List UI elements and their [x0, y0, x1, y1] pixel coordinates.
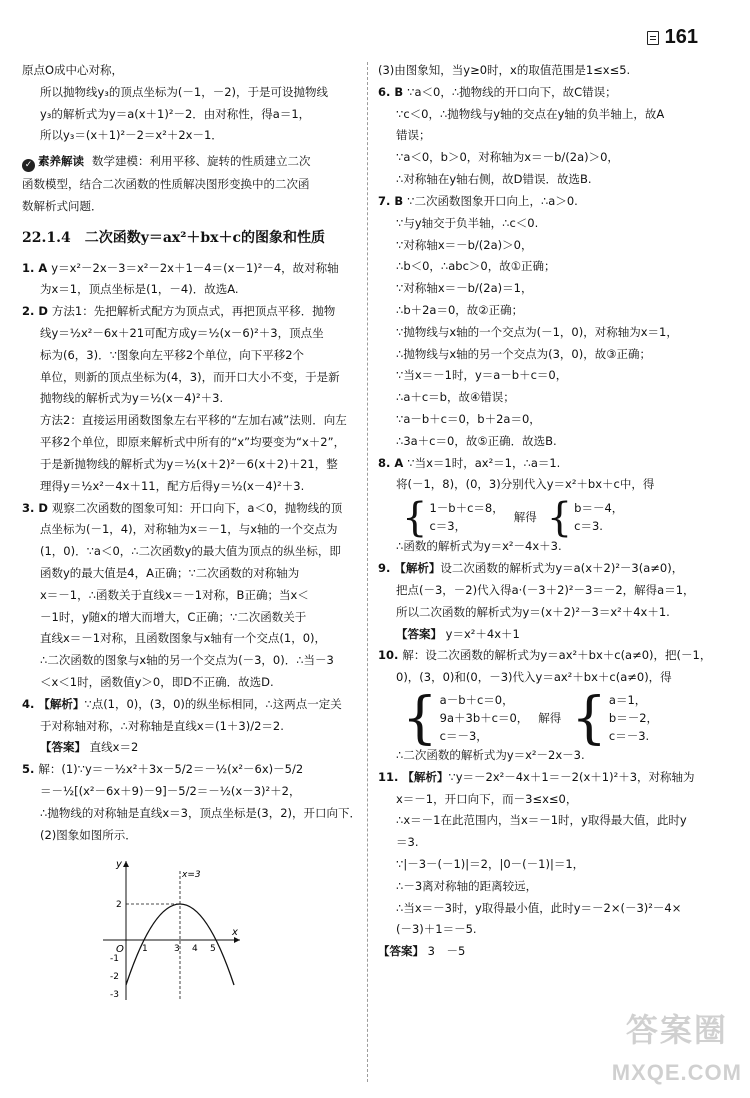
answer-tag: 【答案】 — [396, 626, 442, 641]
question-2: 2. D 方法1：先把解析式配方为顶点式，再把顶点平移．抛物 线y＝½x²－6x＋21可配方成y＝½(x－6)²＋3，顶点坐 标为(6，3)．∵图象向左平移2个单位，向下平移2个 单位，则新的顶点坐标为(4，3)，而开口大小不变，于是新 抛物线的解析式为y＝½(x－4)²＋3. 方法2：直接运用函数图象左右平移的“左加右减”法则．向左 平移2个单位，即原来解析式中所有的“x”均要变为“x＋2”， 于是新抛物线的解析式为y＝½(x＋2)²－6(x＋2)＋21，整 理得y＝½x²－4x＋11，配方后得y＝½(x－4)²＋3. — [22, 304, 347, 493]
literacy-label: 素养解读 — [38, 154, 84, 169]
question-number: 8. A — [378, 455, 404, 470]
answer-text: 3 －5 — [427, 944, 466, 959]
question-5: 5. 解：(1)∵y＝－½x²＋3x－5/2＝－½(x²－6x)－5/2 ＝－½[(x²－6x＋9)－9]－5/2＝－½(x－3)²＋2， ∴抛物线的对称轴是直线x＝3，顶点坐标是(3，2)，开口向下． (2)图象如图所示． — [22, 762, 362, 842]
question-number: 11. — [378, 769, 399, 784]
right-column — [378, 62, 726, 965]
y-tick-label: 2 — [116, 899, 122, 910]
x-tick-label: 1 — [142, 943, 148, 954]
y-axis-label: y — [116, 858, 122, 870]
page-header — [647, 22, 698, 53]
book-icon — [647, 31, 659, 45]
x-tick-label: 4 — [192, 943, 198, 954]
question-number: 9. — [378, 561, 391, 576]
check-icon: ✓ — [22, 159, 35, 172]
x-tick-label: 5 — [210, 943, 216, 954]
question-number: 1. A — [22, 260, 48, 275]
literacy-line: ✓ 素养解读 数学建模：利用平移、旋转的性质建立二次 — [22, 153, 362, 172]
symmetry-line-label: x=3 — [182, 869, 201, 880]
question-number: 4. — [22, 696, 35, 711]
analysis-tag: 【解析】 — [394, 561, 441, 576]
answer-text: 直线x＝2 — [89, 740, 139, 755]
intro-line: 所以y₃＝(x＋1)²－2＝x²＋2x－1． — [40, 128, 223, 143]
question-4: 4. 【解析】∵点(1，0)，(3，0)的纵坐标相同，∴这两点一定关 于对称轴对称，∴对称轴是直线x＝(1＋3)/2＝2. 【答案】 直线x＝2 — [22, 696, 342, 755]
question-number: 7. B — [378, 193, 404, 208]
q5-part3: (3)由图象知，当y≥0时，x的取值范围是1≤x≤5. — [378, 63, 631, 77]
equation-system: { 1－b＋c＝8， c＝3， 解得 { b＝－4， c＝3. — [402, 495, 624, 542]
question-number: 10. — [378, 648, 399, 663]
section-title: 22.1.4 二次函数y＝ax²＋bx＋c的图象和性质 — [22, 229, 326, 246]
literacy-line: 函数模型，结合二次函数的性质解决图形变换中的二次函 — [22, 177, 310, 192]
question-number: 5. — [22, 762, 35, 777]
parabola-graph — [98, 855, 362, 1011]
y-tick-label: -2 — [110, 971, 119, 982]
answer-tag: 【答案】 — [378, 944, 424, 959]
y-axis-arrow — [123, 861, 129, 867]
intro-line: 所以抛物线y₃的顶点坐标为(－1，－2)，于是可设抛物线 — [40, 84, 329, 99]
x-tick-label: 3 — [174, 943, 180, 954]
analysis-tag: 【解析】 — [38, 696, 85, 711]
answer-text: y＝x²＋4x＋1 — [445, 626, 520, 641]
left-column — [22, 62, 362, 1010]
question-8: 8. A ∵当x＝1时，ax²＝1，∴a＝1. 将(－1，8)，(0，3)分别代入y＝x²＋bx＋c中，得 { 1－b＋c＝8， c＝3， 解得 { b＝－4， c＝3. ∴函数的解析式为y＝x²－4x＋3. — [378, 455, 726, 556]
question-11: 11. 【解析】∵y＝－2x²－4x＋1＝－2(x＋1)²＋3，对称轴为 x＝－1，开口向下，而－3≤x≤0， ∴x＝－1在此范围内，当x＝－1时，y取得最大值，此时y ＝3. ∵|－3－(－1)|＝2，|0－(－1)|＝1， ∴－3离对称轴的距离较远， ∴当x＝－3时，y取得最小值，此时y＝－2×(－3)²－4× (－3)＋1＝－5. 【答案】 3 －5 — [378, 769, 695, 959]
question-number: 2. D — [22, 304, 48, 319]
question-9: 9. 【解析】设二次函数的解析式为y＝a(x＋2)²－3(a≠0)， 把点(－3，－2)代入得a·(－3＋2)²－3＝－2，解得a＝1， 所以二次函数的解析式为y＝(x＋2)²－3＝x²＋4x＋1. 【答案】 y＝x²＋4x＋1 — [378, 561, 695, 641]
intro-line: 原点O成中心对称， — [22, 63, 124, 77]
literacy-line: 数解析式问题． — [22, 199, 103, 214]
question-3: 3. D 观察二次函数的图象可知：开口向下，a＜0，抛物线的顶 点坐标为(－1，4)，对称轴为x＝－1，与x轴的一个交点为 (1，0)．∵a＜0，∴二次函数y的最大值为顶点的纵坐标，即 函数y的最大值是4，A正确；∵二次函数的对称轴为 x＝－1，∴函数关于直线x＝－1对称，B正确；当x＜ －1时，y随x的增大而增大，C正确；∵二次函数关于 直线x＝－1对称，且函数图象与x轴有一个交点(1，0)， ∴二次函数的图象与x轴的另一个交点为(－3，0)．∴当－3 ＜x＜1时，函数值y＞0，即D不正确．故选D. — [22, 500, 343, 689]
parabola-svg — [98, 855, 248, 1005]
literacy-note — [22, 153, 362, 216]
question-6: 6. B ∵a＜0，∴抛物线的开口向下，故C错误； ∵c＜0，∴抛物线与y轴的交点在y轴的负半轴上，故A 错误； ∵a＜0，b＞0，对称轴为x＝－b/(2a)＞0， ∴对称轴在y轴右侧，故D错误．故选B. — [378, 84, 665, 187]
question-1: 1. A y＝x²－2x－3＝x²－2x＋1－4＝(x－1)²－4，故对称轴 为x＝1，顶点坐标是(1，－4)．故选A. — [22, 260, 339, 297]
analysis-tag: 【解析】 — [402, 769, 449, 784]
question-10: 10. 解：设二次函数的解析式为y＝ax²＋bx＋c(a≠0)，把(－1， 0)，(3，0)和(0，－3)代入y＝ax²＋bx＋c(a≠0)，得 { a－b＋c＝0， 9a＋3b＋c＝0， c＝－3， 解得 { a＝1， b＝－2， c＝－3. ∴二次函数的解析式为y＝x²－2x－3. — [378, 647, 726, 764]
intro-line: y₃的解析式为y＝a(x＋1)²－2．由对称性，得a＝1， — [40, 106, 311, 121]
origin-label: O — [116, 943, 124, 955]
column-divider — [367, 62, 368, 1082]
watermark-logo: 答案圈 MXQE.COM — [611, 1012, 742, 1085]
equation-system: { a－b＋c＝0， 9a＋3b＋c＝0， c＝－3， 解得 { a＝1， b＝－2， c＝－3. — [402, 685, 659, 751]
answer-tag: 【答案】 — [40, 740, 86, 755]
question-7: 7. B ∵二次函数图象开口向上，∴a＞0. ∵与y轴交于负半轴，∴c＜0. ∵对称轴x＝－b/(2a)＞0， ∴b＜0，∴abc＞0，故①正确； ∵对称轴x＝－b/(2a)＝1， ∴b＋2a＝0，故②正确； ∵抛物线与x轴的一个交点为(－1，0)，对称轴为x＝1， ∴抛物线与x轴的另一个交点为(3，0)，故③正确； ∵当x＝－1时，y＝a－b＋c＝0， ∴a＋c＝b，故④错误； ∵a－b＋c＝0，b＋2a＝0， ∴3a＋c＝0，故⑤正确．故选B. — [378, 193, 678, 448]
page-number: 161 — [664, 26, 698, 48]
y-tick-label: -1 — [110, 953, 119, 964]
question-number: 6. B — [378, 84, 404, 99]
question-number: 3. D — [22, 500, 48, 515]
y-tick-label: -3 — [110, 989, 119, 1000]
x-axis-label: x — [232, 926, 238, 938]
